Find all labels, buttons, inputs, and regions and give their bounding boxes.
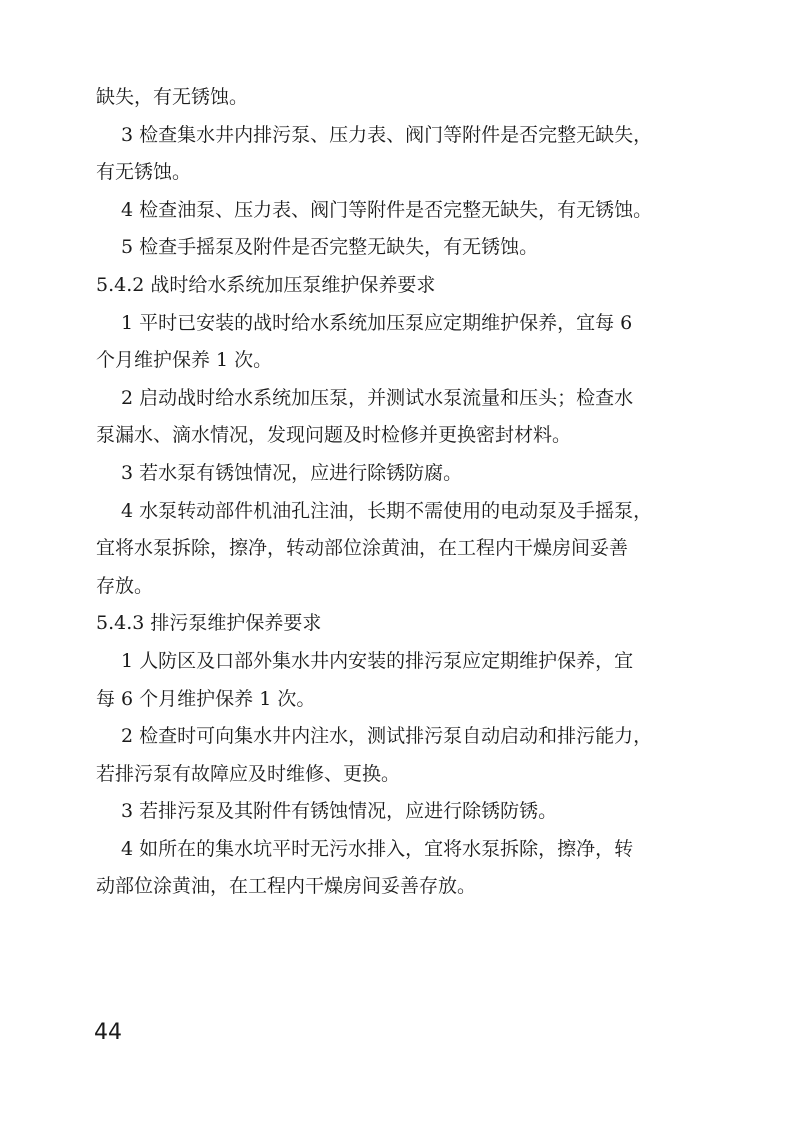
- paragraph-line-continuation: 个月维护保养 1 次。: [96, 349, 273, 372]
- paragraph-line-continuation: 每 6 个月维护保养 1 次。: [96, 687, 316, 710]
- paragraph-line-item-2: 2 启动战时给水系统加压泵，并测试水泵流量和压头；检查水: [121, 386, 634, 409]
- body-text: [96, 79, 700, 906]
- paragraph-line-continuation: 动部位涂黄油，在工程内干燥房间妥善存放。: [96, 875, 477, 898]
- page-number: 44: [94, 1020, 122, 1045]
- paragraph-line-continuation: 若排污泵有故障应及时维修、更换。: [96, 762, 401, 785]
- paragraph-line-continuation: 有无锈蚀。: [96, 161, 192, 184]
- paragraph-line-item-4: 4 如所在的集水坑平时无污水排入，宜将水泵拆除，擦净，转: [121, 837, 634, 860]
- paragraph-line-item-3: 3 若排污泵及其附件有锈蚀情况，应进行除锈防锈。: [121, 800, 558, 823]
- section-heading-5-4-2: 5.4.2 战时给水系统加压泵维护保养要求: [96, 273, 436, 296]
- paragraph-line-continuation: 缺失，有无锈蚀。: [96, 86, 249, 108]
- paragraph-line-item-4: 4 水泵转动部件机油孔注油，长期不需使用的电动泵及手摇泵，: [121, 499, 653, 522]
- paragraph-line-item-4: 4 检查油泵、压力表、阀门等附件是否完整无缺失，有无锈蚀。: [121, 198, 653, 221]
- paragraph-line-item-2: 2 检查时可向集水井内注水，测试排污泵自动启动和排污能力，: [121, 725, 653, 748]
- paragraph-line-item-1: 1 人防区及口部外集水井内安装的排污泵应定期维护保养，宜: [121, 649, 634, 672]
- paragraph-line-continuation: 宜将水泵拆除，擦净，转动部位涂黄油，在工程内干燥房间妥善: [96, 537, 629, 560]
- paragraph-line-item-3: 3 检查集水井内排污泵、压力表、阀门等附件是否完整无缺失，: [121, 123, 653, 146]
- paragraph-line-item-5: 5 检查手摇泵及附件是否完整无缺失，有无锈蚀。: [121, 236, 539, 259]
- paragraph-line-continuation: 泵漏水、滴水情况，发现问题及时检修并更换密封材料。: [96, 424, 572, 447]
- section-heading-5-4-3: 5.4.3 排污泵维护保养要求: [96, 612, 322, 635]
- paragraph-line-continuation: 存放。: [96, 574, 154, 597]
- paragraph-line-item-1: 1 平时已安装的战时给水系统加压泵应定期维护保养，宜每 6: [121, 311, 633, 334]
- paragraph-line-item-3: 3 若水泵有锈蚀情况，应进行除锈防腐。: [121, 461, 463, 484]
